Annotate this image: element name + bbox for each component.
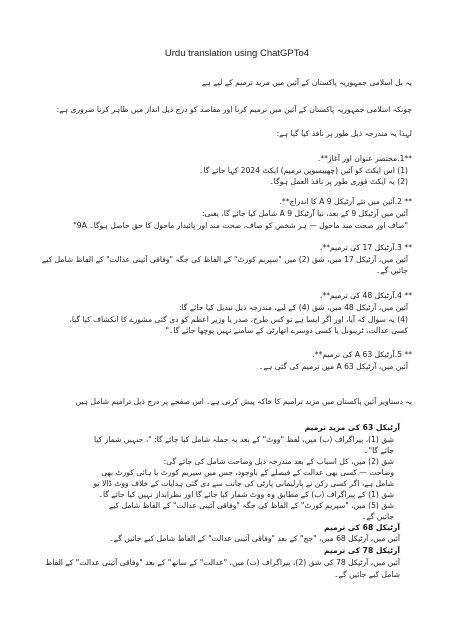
section-5-line-1: آئین میں، آرٹیکل 63 A میں ترمیم کی گئی ہے۔ (258, 362, 408, 371)
article-63-line-7: شق (5) میں، "سپریم کورٹ" کے الفاظ کی جگہ "وفاقی آئینی عدالت" کے الفاظ شامل کیے (108, 501, 394, 510)
section-4-line-2: (4) یہ سوال کہ آیا، اور اگر ایسا ہے تو کس طرح، صدر یا وزیر اعظم کو دی گئی مشورے کا انکشاف کیا گیا، (69, 315, 408, 324)
article-78-line-1: آئین میں، آرٹیکل 78 کی شق (2)، پیراگراف (ب) میں، "عدالت" کے ساتھ" کے بعد "وفاقی آئینی عدالت" کے الفاظ (45, 558, 400, 567)
section-1-heading: **1.مختصر عنوان اور آغاز**. (317, 154, 412, 163)
article-63-line-1: شق (1)، پیراگراف (ب) میں، لفظ "ووٹ" کے بعد یہ جملہ شامل کیا جائے گا: "، جنہیں شمار کیا (94, 435, 394, 444)
section-4-line-1: آئین میں، آرٹیکل 48 میں، شق (4) کے لیے، مندرجہ ذیل تبدیل کیا جائے گا: (178, 303, 408, 312)
article-63-line-5: شامل ہے، اگر کسی رکن نے پارلیمانی پارٹی کی جانب سے دی گئی ہدایات کے خلاف ووٹ ڈالا تو (93, 479, 394, 488)
section-3-heading: ** 3.آرٹیکل 17 کی ترمیم**. (320, 243, 412, 252)
section-4-line-3: کسی عدالت، ٹریبونل یا کسی دوسرے اتھارٹی کے سامنے نہیں پوچھا جائے گا۔" (165, 326, 408, 335)
summary-paragraph: یہ دستاویز آئین پاکستان میں مزید ترامیم کا خاکہ پیش کرتی ہے۔ اس صفحے پر درج ذیل ترامیم شامل ہیں (75, 397, 412, 406)
article-78-heading: آرٹیکل 78 کی ترمیم (323, 546, 400, 555)
document-title: Urdu translation using ChatGPTo4 (164, 48, 310, 59)
section-2-heading: ** 2.آئین میں نئے آرٹیکل 9 A کا اندراج**. (279, 197, 412, 206)
article-63-line-2: جائے گا"۔ (364, 446, 394, 455)
article-63-line-3: شق (2) میں، کل اسباب کے بعد مندرجہ ذیل وضاحت شامل کی جائے گی: (163, 457, 394, 466)
article-63-heading: آرٹیکل 63 کی مزید ترمیم (304, 423, 400, 432)
intro-line-3: لہذا یہ مندرجہ ذیل طور پر نافذ کیا گیا ہے: (276, 129, 412, 138)
article-63-line-8: جائیں گے۔ (361, 512, 394, 521)
article-68-heading: آرٹیکل 68 کی ترمیم (323, 523, 400, 532)
section-3-line-1: آئین میں، آرٹیکل 17 میں، شق (2) میں "سپریم کورٹ" کے الفاظ کی جگہ "وفاقی آئینی عدالت" کے الفاظ شامل کیے (41, 255, 408, 264)
section-2-line-2: "9A صاف اور صحت مند ماحول — ہر شخص کو صاف، صحت مند اور پائیدار ماحول کا حق حاصل ہوگا۔" (73, 221, 408, 230)
section-5-heading: ** 5.آرٹیکل 63 A کی ترمیم**. (312, 350, 412, 359)
section-1-item-1: (1) اس ایکٹ کو آئین (چھبیسویں ترمیم) ایکٹ 2024 کہا جائے گا۔ (199, 166, 408, 175)
intro-line-2: چونکہ اسلامی جمہوریہ پاکستان کے آئین میں ترمیم کرنا اور مقاصد کو درج ذیل انداز میں ظاہر کرنا ضروری ہے: (56, 105, 412, 114)
intro-line-1: یہ بل اسلامی جمہوریہ پاکستان کے آئین میں مزید ترمیم کے لیے ہے (201, 78, 412, 87)
article-63-line-4: وضاحت — کسی بھی عدالت کے فیصلے کے باوجود، جس میں سپریم کورٹ یا ہائی کورٹ بھی (101, 468, 394, 477)
section-2-line-1: آئین میں آرٹیکل 9 کے بعد، نیا آرٹیکل 9 A شامل کیا جائے گا، یعنی: (201, 209, 408, 218)
section-1-item-2: (2) یہ ایکٹ فوری طور پر نافذ العمل ہوگا۔ (269, 177, 408, 186)
section-3-line-2: جائیں گے۔ (375, 266, 408, 275)
article-78-line-2: شامل کیے جائیں گے۔ (334, 570, 400, 579)
article-63-line-6: شق (1) کے پیراگراف (ب) کے مطابق وہ ووٹ شمار کیا جائے گا اور نظرانداز نہیں کیا جائے گا۔ (98, 490, 394, 499)
section-4-heading: ** 4.آرٹیکل 48 کی ترمیم**. (320, 291, 412, 300)
article-68-line: آئین میں، آرٹیکل 68 میں، "جج" کے بعد "وفاقی آئینی عدالت" کے الفاظ شامل کیے جائیں گے۔ (109, 534, 400, 543)
